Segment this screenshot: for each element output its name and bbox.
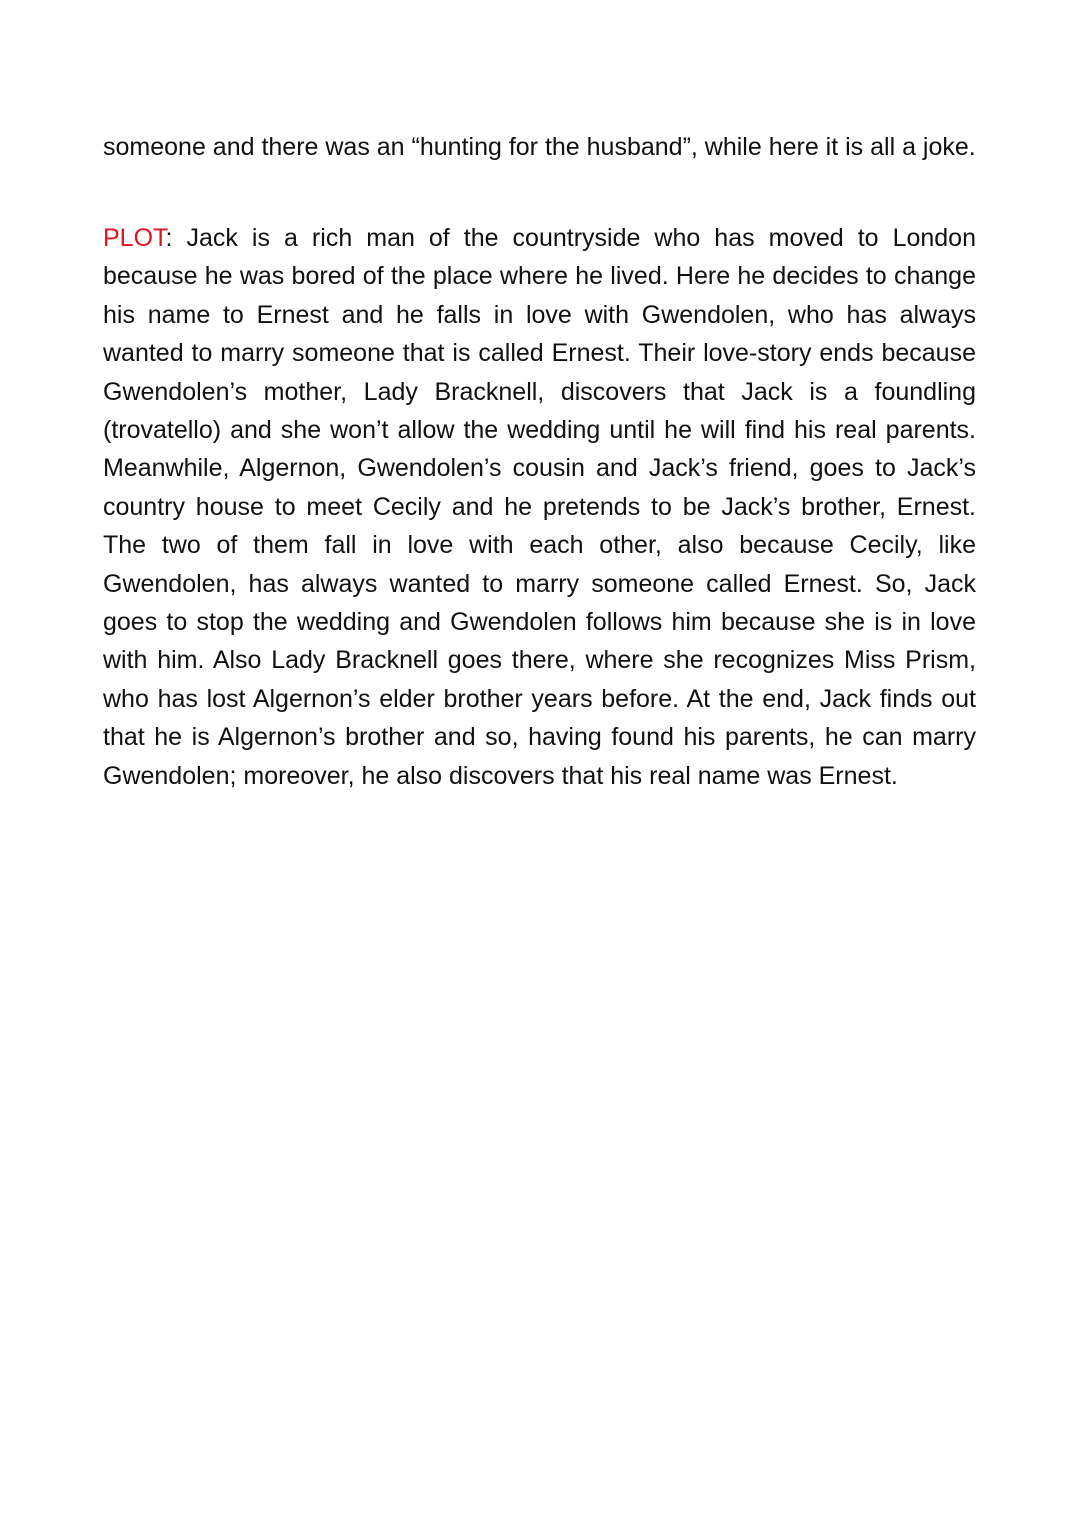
paragraph-continuation: someone and there was an “hunting for the husband”, while here it is all a joke. <box>103 133 976 161</box>
plot-label: PLOT <box>103 224 166 252</box>
plot-text: : Jack is a rich man of the countryside who has moved to London because he was bored of the place where he lived. Here he decides to change his name to Ernest and he falls in love with Gwendolen, who has always wanted to marry someone that is called Ernest. Their love-story ends because Gwendolen’s mother, Lady Bracknell, discovers that Jack is a foundling (trovatello) and she won’t allow the wedding until he will find his real parents. Meanwhile, Algernon, Gwendolen’s cousin and Jack’s friend, goes to Jack’s country house to meet Cecily and he pretends to be Jack’s brother, Ernest. The two of them fall in love with each other, also because Cecily, like Gwendolen, has always wanted to marry someone called Ernest. So, Jack goes to stop the wedding and Gwendolen follows him because she is in love with him. Also Lady Bracknell goes there, where she recognizes Miss Prism, who has lost Algernon’s elder brother years before. At the end, Jack finds out that he is Algernon’s brother and so, having found his parents, he can marry Gwendolen; moreover, he also discovers that his real name was Ernest. <box>103 224 976 790</box>
plot-paragraph <box>103 219 976 795</box>
